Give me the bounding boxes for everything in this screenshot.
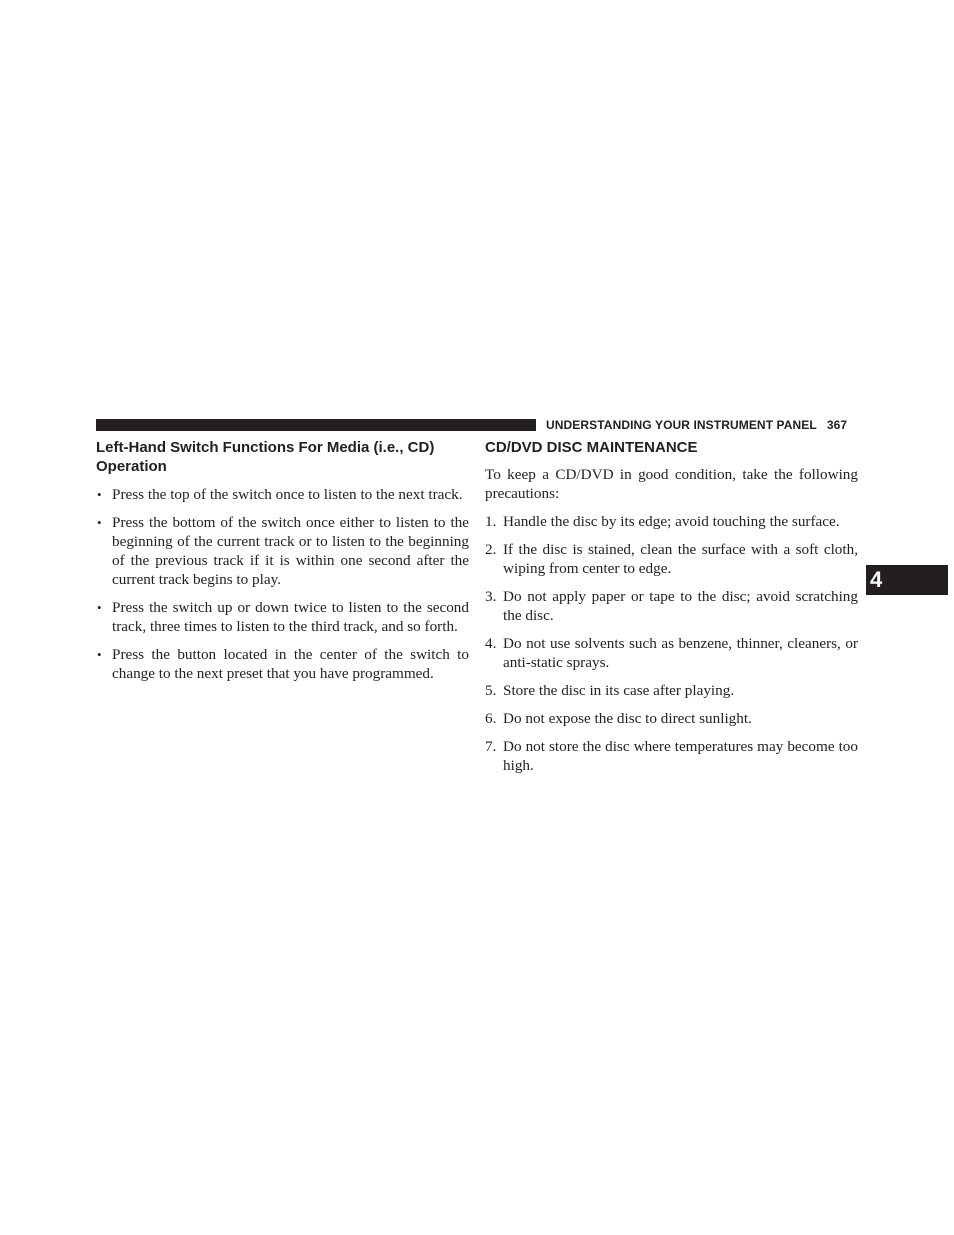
- right-column: [485, 438, 858, 784]
- list-item-text: Do not expose the disc to direct sunlight.: [503, 710, 752, 727]
- list-item: [485, 587, 858, 625]
- step-number: 7.: [485, 738, 497, 755]
- list-item-text: Do not use solvents such as benzene, thinner, cleaners, or anti-static sprays.: [503, 635, 858, 671]
- list-item-text: Handle the disc by its edge; avoid touching the surface.: [503, 513, 840, 530]
- step-number: 5.: [485, 682, 497, 699]
- list-item: [485, 709, 858, 728]
- list-item-text: If the disc is stained, clean the surface with a soft cloth, wiping from center to edge.: [503, 541, 858, 577]
- list-item-text: Do not apply paper or tape to the disc; avoid scratching the disc.: [503, 588, 858, 624]
- list-item-text: Store the disc in its case after playing.: [503, 682, 735, 699]
- list-item-text: Press the button located in the center of the switch to change to the next preset that you have programmed.: [112, 646, 469, 682]
- chapter-tab: 4: [866, 565, 948, 595]
- left-column: [96, 438, 469, 692]
- list-item: [96, 645, 469, 683]
- list-item: [485, 634, 858, 672]
- list-item-text: Press the switch up or down twice to listen to the second track, three times to listen to the third track, and so forth.: [112, 599, 469, 635]
- running-header: [546, 417, 858, 433]
- right-heading: CD/DVD DISC MAINTENANCE: [485, 439, 698, 456]
- list-item: [485, 681, 858, 700]
- numbered-list: [485, 512, 858, 775]
- bullet-icon: •: [97, 647, 102, 662]
- bullet-list: [96, 485, 469, 683]
- header-rule: [96, 419, 536, 431]
- section-title: UNDERSTANDING YOUR INSTRUMENT PANEL: [546, 418, 817, 432]
- bullet-icon: •: [97, 600, 102, 615]
- step-number: 2.: [485, 541, 497, 558]
- list-item: [96, 513, 469, 589]
- list-item: [485, 540, 858, 578]
- step-number: 3.: [485, 588, 497, 605]
- list-item-text: Press the bottom of the switch once either to listen to the beginning of the current track or to listen to the beginning of the previous track if it is within one second after the current track begins to play.: [112, 514, 469, 588]
- list-item: [96, 485, 469, 504]
- list-item: [485, 512, 858, 531]
- page-number: 367: [826, 418, 848, 432]
- list-item: [485, 737, 858, 775]
- list-item-text: Do not store the disc where temperatures may become too high.: [503, 738, 858, 774]
- left-heading: Left-Hand Switch Functions For Media (i.e., CD) Operation: [96, 439, 435, 475]
- step-number: 4.: [485, 635, 497, 652]
- list-item: [96, 598, 469, 636]
- intro-paragraph: To keep a CD/DVD in good condition, take the following precautions:: [485, 466, 858, 502]
- step-number: 1.: [485, 513, 497, 530]
- bullet-icon: •: [97, 515, 102, 530]
- step-number: 6.: [485, 710, 497, 727]
- list-item-text: Press the top of the switch once to listen to the next track.: [112, 486, 463, 503]
- bullet-icon: •: [97, 487, 102, 502]
